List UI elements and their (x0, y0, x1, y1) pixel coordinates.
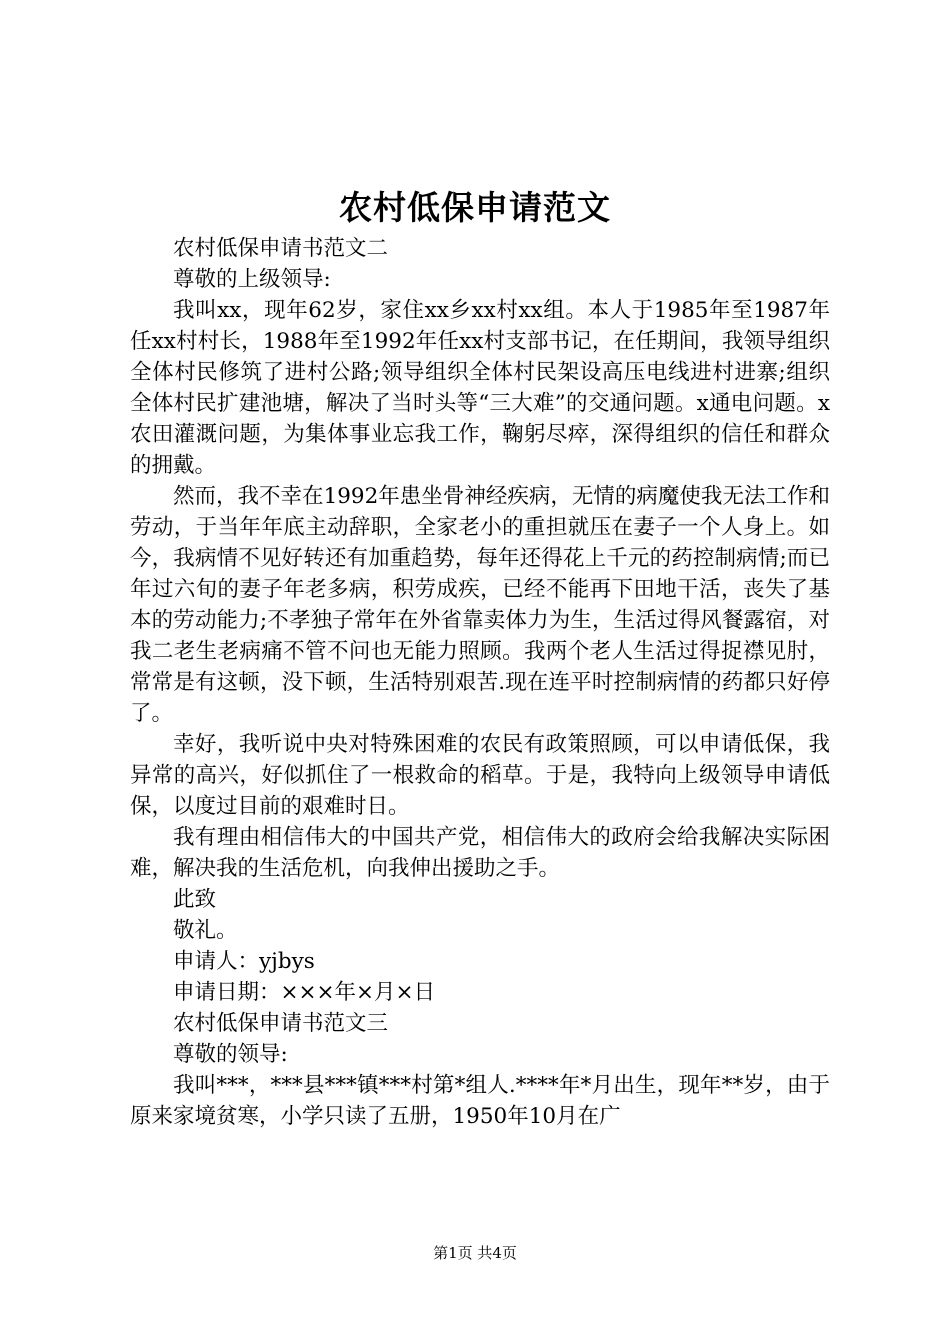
paragraph: 敬礼。 (173, 918, 238, 943)
paragraph: 然而，我不幸在1992年患坐骨神经疾病，无情的病魔使我无法工作和劳动，于当年年底主动辞职，全家老小的重担就压在妻子一个人身上。如今，我病情不见好转还有加重趋势，每年还得花上千元的药控制病情;而已年过六旬的妻子年老多病，积劳成疾，已经不能再下田地干活，丧失了基本的劳动能力;不孝独子常年在外省靠卖体力为生，生活过得风餐露宿，对我二老生老病痛不管不问也无能力照顾。我两个老人生活过得捉襟见肘，常常是有这顿，没下顿，生活特别艰苦.现在连平时控制病情的药都只好停了。 (130, 484, 830, 726)
paragraph: 我有理由相信伟大的中国共产党，相信伟大的政府会给我解决实际困难，解决我的生活危机，向我伸出援助之手。 (130, 825, 830, 881)
paragraph: 申请日期：×××年×月×日 (173, 980, 436, 1005)
paragraph: 此致 (173, 887, 217, 912)
paragraph: 农村低保申请书范文二 (173, 236, 389, 261)
document-title: 农村低保申请范文 (339, 188, 611, 227)
paragraph: 我叫xx，现年62岁，家住xx乡xx村xx组。本人于1985年至1987年任xx村村长，1988年至1992年任xx村支部书记，在任期间，我领导组织全体村民修筑了进村公路;领导组织全体村民架设高压电线进村进寨;组织全体村民扩建池塘，解决了当时头等“三大难”的交通问题。x通电问题。x农田灌溉问题，为集体事业忘我工作，鞠躬尽瘁，深得组织的信任和群众的拥戴。 (130, 298, 830, 478)
paragraph: 幸好，我听说中央对特殊困难的农民有政策照顾，可以申请低保，我异常的高兴，好似抓住了一根救命的稻草。于是，我特向上级领导申请低保，以度过目前的艰难时日。 (130, 732, 830, 819)
paragraph: 尊敬的领导: (173, 1042, 288, 1067)
paragraph: 农村低保申请书范文三 (173, 1011, 389, 1036)
page-footer: 第1页 共4页 (433, 1244, 517, 1262)
paragraph: 尊敬的上级领导: (173, 267, 331, 292)
paragraph: 申请人：yjbys (173, 949, 315, 974)
paragraph: 我叫***，***县***镇***村第*组人.****年*月出生，现年**岁，由于原来家境贫寒，小学只读了五册，1950年10月在广 (130, 1073, 830, 1129)
document-body (130, 233, 830, 1132)
